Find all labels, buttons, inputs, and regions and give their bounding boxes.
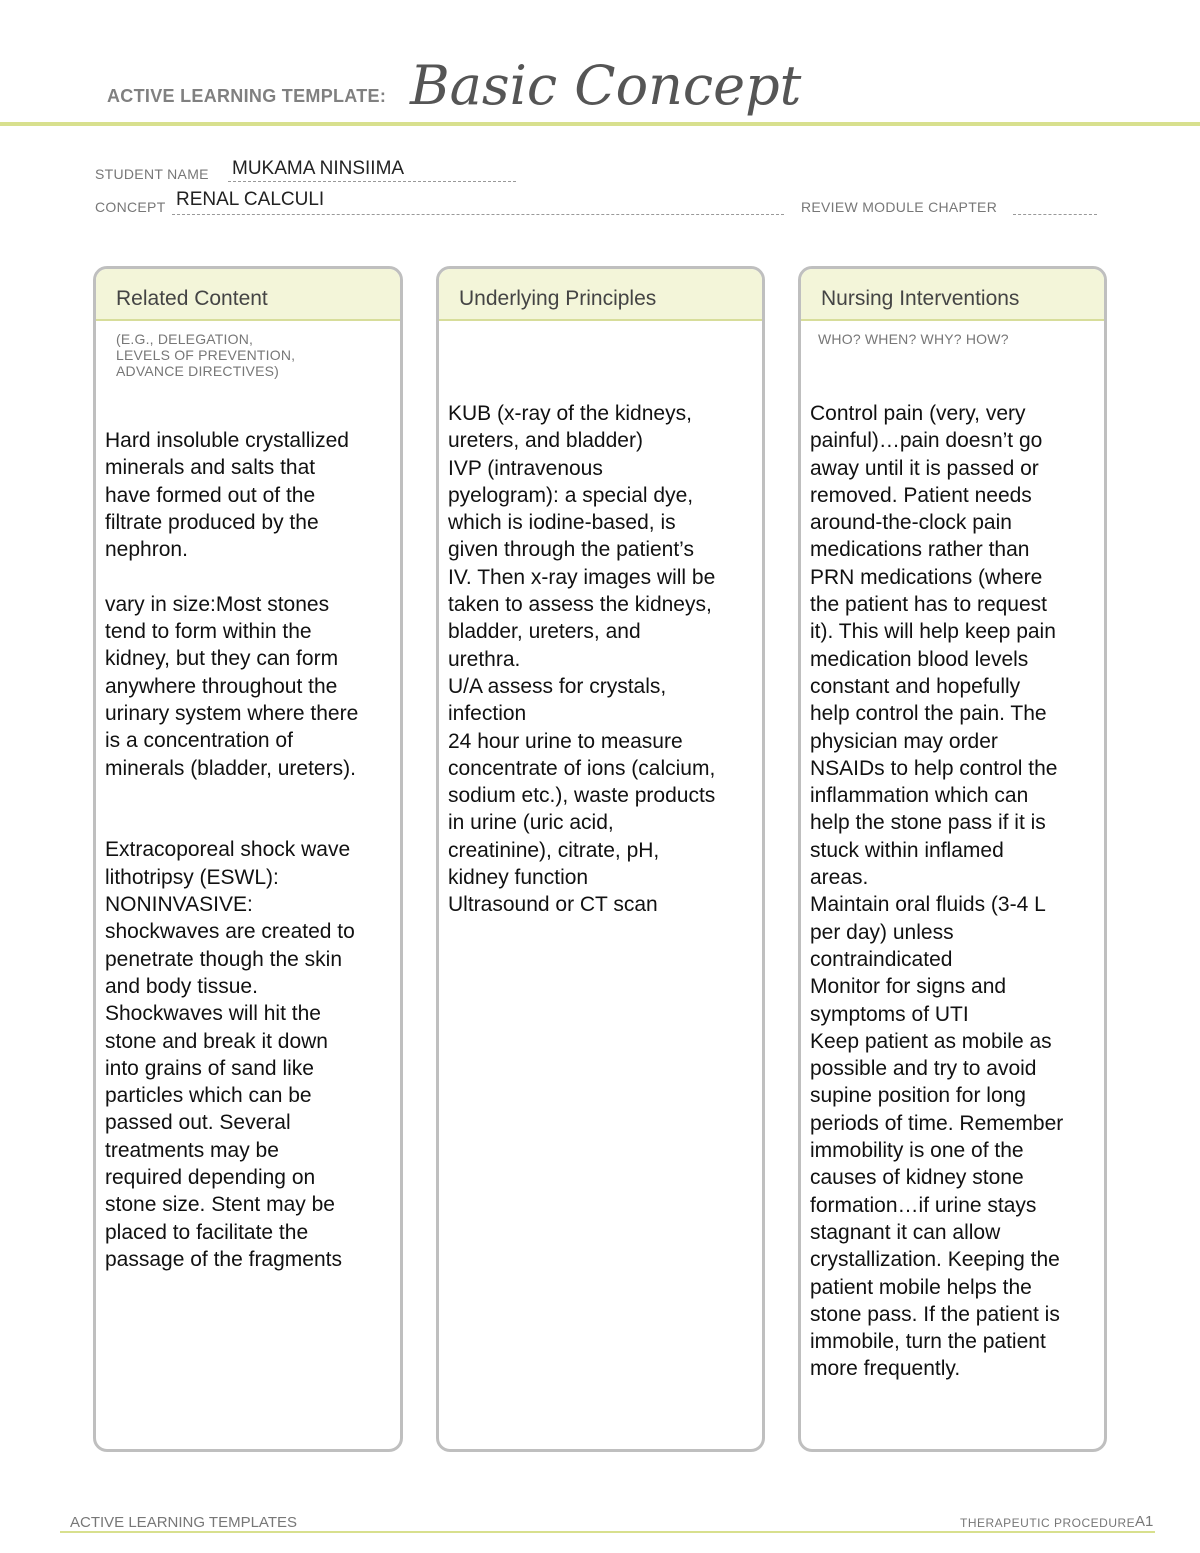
- header-divider: [0, 122, 1200, 126]
- nursing-interventions-card: [798, 266, 1107, 1452]
- student-name-label: STUDENT NAME: [95, 166, 209, 182]
- page-title: Basic Concept: [410, 54, 802, 117]
- concept-underline: [172, 214, 784, 215]
- footer-section: THERAPEUTIC PROCEDURE: [960, 1516, 1136, 1530]
- underlying-principles-text: KUB (x-ray of the kidneys, ureters, and bladder) IVP (intravenous pyelogram): a special dye, which is iodine-based, is given through the patient’s IV. Then x-ray images will be taken to assess the kidneys, bladder, ureters, and urethra. U/A assess for crystals, infection 24 hour urine to measure concentrate of ions (calcium, sodium etc.), waste products in urine (uric acid, creatinine), citrate, pH, kidney function Ultrasound or CT scan: [448, 402, 716, 917]
- related-content-hint: (E.G., DELEGATION, LEVELS OF PREVENTION, ADVANCE DIRECTIVES): [116, 331, 296, 379]
- template-label: ACTIVE LEARNING TEMPLATE:: [107, 86, 387, 106]
- related-content-card: [93, 266, 403, 1452]
- footer-page-number: A1: [1135, 1513, 1154, 1530]
- nursing-interventions-title: Nursing Interventions: [801, 269, 1104, 321]
- nursing-interventions-hint: WHO? WHEN? WHY? HOW?: [818, 331, 1009, 347]
- related-content-title: Related Content: [96, 269, 400, 321]
- related-content-text: Hard insoluble crystallized minerals and salts that have formed out of the filtrate produced by the nephron. vary in size:Most stones tend to form within the kidney, but they can form anywhere throughout the urinary system where there is a concentration of minerals (bladder, ureters). Extracoporeal shock wave lithotripsy (ESWL): NONINVASIVE: shockwaves are created to penetrate though the skin and body tissue. Shockwaves will hit the stone and break it down into grains of sand like particles which can be passed out. Several treatments may be required depending on stone size. Stent may be placed to facilitate the passage of the fragments: [105, 429, 359, 1271]
- review-module-label: REVIEW MODULE CHAPTER: [801, 199, 998, 215]
- nursing-interventions-text: Control pain (very, very painful)…pain doesn’t go away until it is passed or removed. Patient needs around-the-clock pain medications rather than PRN medications (where the patient has to request it). This will help keep pain medication blood levels constant and hopefully help control the pain. The physician may order NSAIDs to help control the inflammation which can help the stone pass if it is stuck within inflamed areas. Maintain oral fluids (3-4 L per day) unless contraindicated Monitor for signs and symptoms of UTI Keep patient as mobile as possible and try to avoid supine position for long periods of time. Remember immobility is one of the causes of kidney stone formation…if urine stays stagnant it can allow crystallization. Keeping the patient mobile helps the stone pass. If the patient is immobile, turn the patient more frequently.: [810, 402, 1064, 1381]
- concept-field[interactable]: RENAL CALCULI: [176, 189, 325, 210]
- underlying-principles-title: Underlying Principles: [439, 269, 762, 321]
- review-module-field[interactable]: [1013, 214, 1097, 215]
- footer-title: ACTIVE LEARNING TEMPLATES: [70, 1514, 297, 1531]
- underlying-principles-card: [436, 266, 765, 1452]
- student-name-underline: [228, 181, 516, 182]
- concept-label: CONCEPT: [95, 199, 166, 215]
- footer-divider: [60, 1531, 1155, 1533]
- student-name-field[interactable]: MUKAMA NINSIIMA: [232, 158, 405, 179]
